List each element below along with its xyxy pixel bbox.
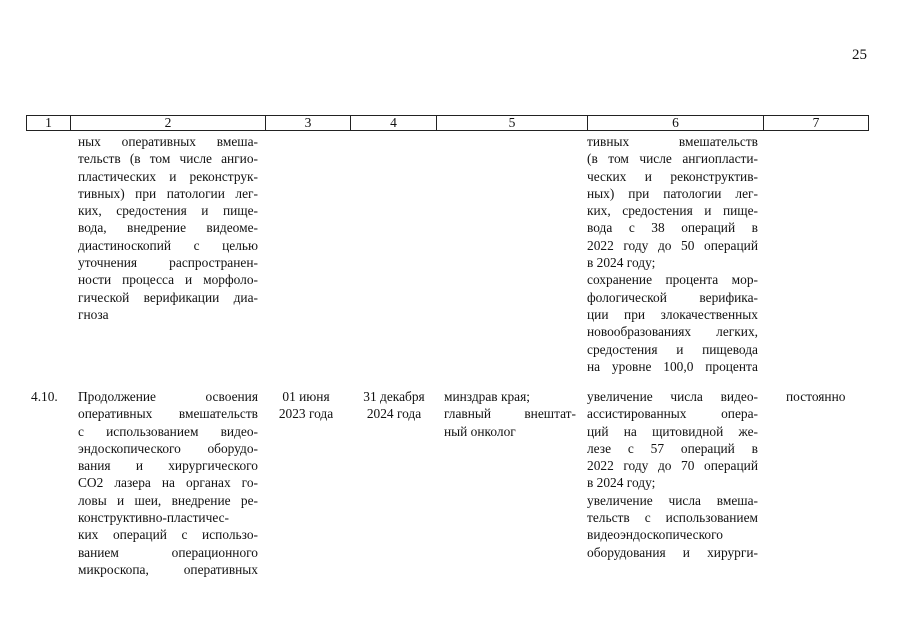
text-line: (в том числе ангиопласти- xyxy=(587,151,758,167)
text-line: гноза xyxy=(78,306,109,322)
row-4-10-col6 xyxy=(587,388,758,561)
header-cell: 3 xyxy=(266,116,351,130)
text-line: 01 июня xyxy=(282,389,330,404)
text-line: новообразованиях легких, xyxy=(587,324,758,340)
text-line: оперативных вмешательств xyxy=(78,406,258,422)
row-4-10-col2 xyxy=(78,388,258,578)
text-line: СО2 лазера на органах го- xyxy=(78,475,258,491)
text-line: 2022 году до 50 операций xyxy=(587,237,758,253)
text-line: вода, внедрение видеоме- xyxy=(78,220,258,236)
text-line: ассистированных опера- xyxy=(587,406,758,422)
text-line: ловы и шеи, внедрение ре- xyxy=(78,492,258,508)
text-line: диастиноскопий с целью xyxy=(78,237,258,253)
text-line: сохранение процента мор- xyxy=(587,272,758,288)
text-line: в 2024 году; xyxy=(587,475,656,491)
row-number: 4.10. xyxy=(31,389,58,404)
page-number: 25 xyxy=(852,47,867,63)
row-4-10-end-date xyxy=(350,388,438,423)
text-line: гической верификации диа- xyxy=(78,289,258,305)
text-line: с использованием видео- xyxy=(78,423,258,439)
text-line: эндоскопического оборудо- xyxy=(78,440,258,456)
text-line: оборудования и хирурги- xyxy=(587,544,758,560)
text-line: пластических и реконструк- xyxy=(78,168,258,184)
text-line: ции при злокачественных xyxy=(587,306,758,322)
text-line: Продолжение освоения xyxy=(78,389,258,404)
header-cell: 6 xyxy=(588,116,764,130)
text-line: ких, средостения и пище- xyxy=(587,203,758,219)
text-line: ных оперативных вмеша- xyxy=(78,134,258,149)
text-line: конструктивно-пластичес- xyxy=(78,510,230,526)
text-line: увеличение числа видео- xyxy=(587,389,758,404)
continuation-col2 xyxy=(78,133,258,323)
text-line: тивных вмешательств xyxy=(587,134,758,149)
text-line: средостения и пищевода xyxy=(587,341,758,357)
text-line: тельств (в том числе ангио- xyxy=(78,151,258,167)
text-line: ванием операционного xyxy=(78,544,258,560)
row-4-10-responsible xyxy=(444,388,576,440)
text-line: 31 декабря xyxy=(363,389,425,404)
row-4-10-start-date xyxy=(266,388,346,423)
text-line: на уровне 100,0 процента xyxy=(587,358,758,374)
text-line: ческих и реконструктив- xyxy=(587,168,758,184)
header-cell: 5 xyxy=(437,116,588,130)
text-line: тельств с использованием xyxy=(587,510,758,526)
text-line: вания и хирургического xyxy=(78,458,258,474)
text-line: ких операций с использо- xyxy=(78,527,258,543)
text-line: микроскопа, оперативных xyxy=(78,561,258,577)
text-line: ности процесса и морфоло- xyxy=(78,272,258,288)
text-line: видеоэндоскопического xyxy=(587,527,723,543)
text-line: фологической верифика- xyxy=(587,289,758,305)
header-cell: 7 xyxy=(812,115,820,130)
text-line: ный онколог xyxy=(444,423,516,439)
text-line: 2022 году до 70 операций xyxy=(587,458,758,474)
text-line: 2023 года xyxy=(278,406,334,422)
text-line: тивных) при патологии лег- xyxy=(78,185,258,201)
text-line: вода с 38 операций в xyxy=(587,220,758,236)
text-line: минздрав края; xyxy=(444,389,530,404)
table-header-row xyxy=(26,115,869,131)
header-cell: 4 xyxy=(351,116,437,130)
text-line: в 2024 году; xyxy=(587,255,656,271)
text-line: главный внештат- xyxy=(444,406,576,422)
text-line: ций на щитовидной же- xyxy=(587,423,758,439)
text-line: ких, средостения и пище- xyxy=(78,203,258,219)
row-4-10-periodicity: постоянно xyxy=(786,389,846,404)
header-cell: 1 xyxy=(27,116,71,130)
text-line: ных) при патологии лег- xyxy=(587,185,758,201)
continuation-col6 xyxy=(587,133,758,375)
header-cell: 2 xyxy=(71,116,266,130)
text-line: увеличение числа вмеша- xyxy=(587,492,758,508)
text-line: лезе с 57 операций в xyxy=(587,440,758,456)
text-line: уточнения распространен- xyxy=(78,255,258,271)
text-line: 2024 года xyxy=(366,406,422,422)
